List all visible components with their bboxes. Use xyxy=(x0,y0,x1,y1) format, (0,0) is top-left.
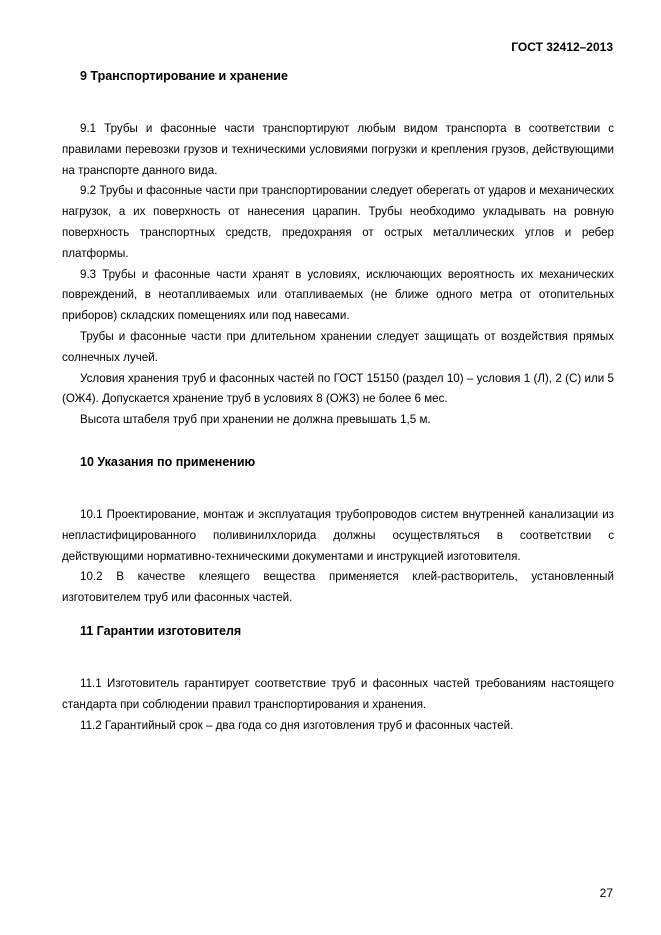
document-code: ГОСТ 32412–2013 xyxy=(511,40,613,54)
section-body xyxy=(62,674,614,736)
section-title: 11 Гарантии изготовителя xyxy=(80,624,242,638)
section-warranty xyxy=(62,624,614,736)
paragraph-9-3: 9.3 Трубы и фасонные части хранят в условиях, исключающих вероятность их механических повреждений, в неотапливаемых или отапливаемых (не ближе одного метра от отопительных приборов) складских помещениях или под навесами. xyxy=(62,267,614,323)
section-title: 10 Указания по применению xyxy=(80,455,256,469)
paragraph-storage-conditions: Условия хранения труб и фасонных частей по ГОСТ 15150 (раздел 10) – условия 1 (Л), 2 (С) или 5 (ОЖ4). Допускается хранение труб в условиях 8 (ОЖ3) не более 6 мес. xyxy=(62,371,614,406)
section-body xyxy=(62,505,614,609)
section-transport-storage xyxy=(62,69,614,431)
paragraph-9-2: 9.2 Трубы и фасонные части при транспортировании следует оберегать от ударов и механических нагрузок, а их поверхность от нанесения царапин. Трубы необходимо укладывать на ровную поверхность транспортных средств, предохраняя от острых металлических углов и ребер платформы. xyxy=(62,184,614,260)
paragraph-10-1: 10.1 Проектирование, монтаж и эксплуатация трубопроводов систем внутренней канализации из непластифицированного поливинилхлорида должны осуществляться в соответствии с действующими нормативно-техническими документами и инструкцией изготовителя. xyxy=(62,508,614,563)
section-application xyxy=(62,455,614,609)
paragraph-10-2: 10.2 В качестве клеящего вещества применяется клей-растворитель, установленный изготовителем труб или фасонных частей. xyxy=(62,570,614,605)
paragraph-sunlight: Трубы и фасонные части при длительном хранении следует защищать от воздействия прямых солнечных лучей. xyxy=(62,329,614,364)
paragraph-9-1: 9.1 Трубы и фасонные части транспортируют любым видом транспорта в соответствии с правилами перевозки грузов и техническими условиями погрузки и крепления грузов, действующими на транспорте данного вида. xyxy=(62,122,614,177)
paragraph-11-2: 11.2 Гарантийный срок – два года со дня изготовления труб и фасонных частей. xyxy=(80,718,514,732)
section-title: 9 Транспортирование и хранение xyxy=(80,69,288,83)
paragraph-stack-height: Высота штабеля труб при хранении не должна превышать 1,5 м. xyxy=(80,413,431,427)
paragraph-11-1: 11.1 Изготовитель гарантирует соответствие труб и фасонных частей требованиям настоящего стандарта при соблюдении правил транспортирования и хранения. xyxy=(62,677,614,711)
page-number: 27 xyxy=(599,886,613,900)
section-body xyxy=(62,119,614,431)
